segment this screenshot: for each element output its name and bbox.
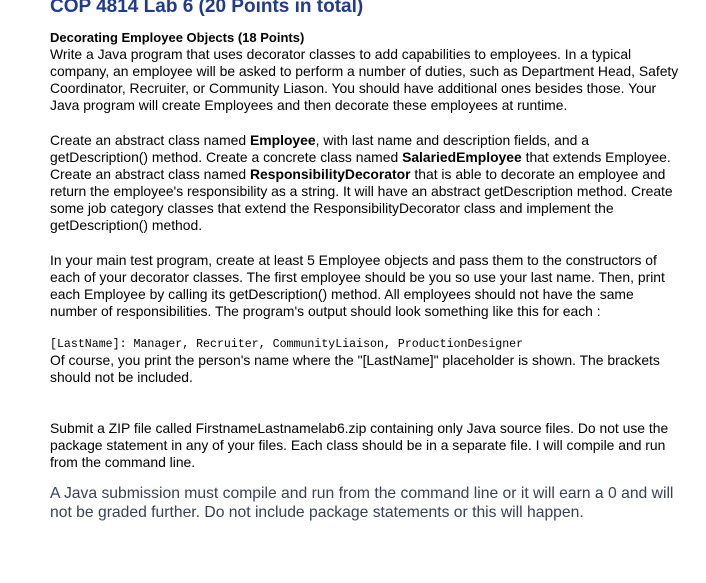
class-design-paragraph [50,132,682,234]
text-run: Create an abstract class named [50,132,250,148]
code-sample: [LastName]: Manager, Recruiter, CommunityLiaison, ProductionDesigner [50,338,524,351]
bold-term-salaried-employee: SalariedEmployee [402,149,522,165]
submission-paragraph: Submit a ZIP file called FirstnameLastnamelab6.zip containing only Java source files. Do not use the package statement in any of your files. Each class should be in a separate file. I will compile and run from the command line. [50,420,669,470]
placeholder-note-paragraph: Of course, you print the person's name where the "[LastName]" placeholder is shown. The brackets should not be included. [50,352,660,385]
intro-paragraph: Write a Java program that uses decorator classes to add capabilities to employees. In a typical company, an employee will be asked to perform a number of duties, such as Department Head, Safety Coordinator, Recruiter, or Community Liason. You should have additional ones besides those. Your Java program will create Employees and then decorate these employees at runtime. [50,46,679,113]
bold-term-employee: Employee [249,132,316,148]
text-run: that extends Employee. Create an abstract class named [50,149,671,182]
warning-paragraph: A Java submission must compile and run from the command line or it will earn a 0 and will not be graded further. Do not include package statements or this will happen. [50,485,674,521]
page-title: COP 4814 Lab 6 (20 Points in total) [50,0,364,17]
document-page [50,0,682,538]
main-program-paragraph: In your main test program, create at least 5 Employee objects and pass them to the constructors of each of your decorator classes. The first employee should be you so use your last name. Then, print each Employee by calling its getDescription() method. All employees should not have the same number of responsibilities. The program's output should look something like this for each : [50,252,665,319]
section-heading: Decorating Employee Objects (18 Points) [50,30,305,45]
text-run: that is able to decorate an employee and return the employee's responsibility as a string. It will have an abstract getDescription method. Create some job category classes that extend the ResponsibilityDecorator class and implement the getDescription() method. [50,166,673,233]
bold-term-responsibility-decorator: ResponsibilityDecorator [249,166,411,182]
text-run: , with last name and description fields, and a getDescription() method. Create a concrete class named [50,132,589,165]
